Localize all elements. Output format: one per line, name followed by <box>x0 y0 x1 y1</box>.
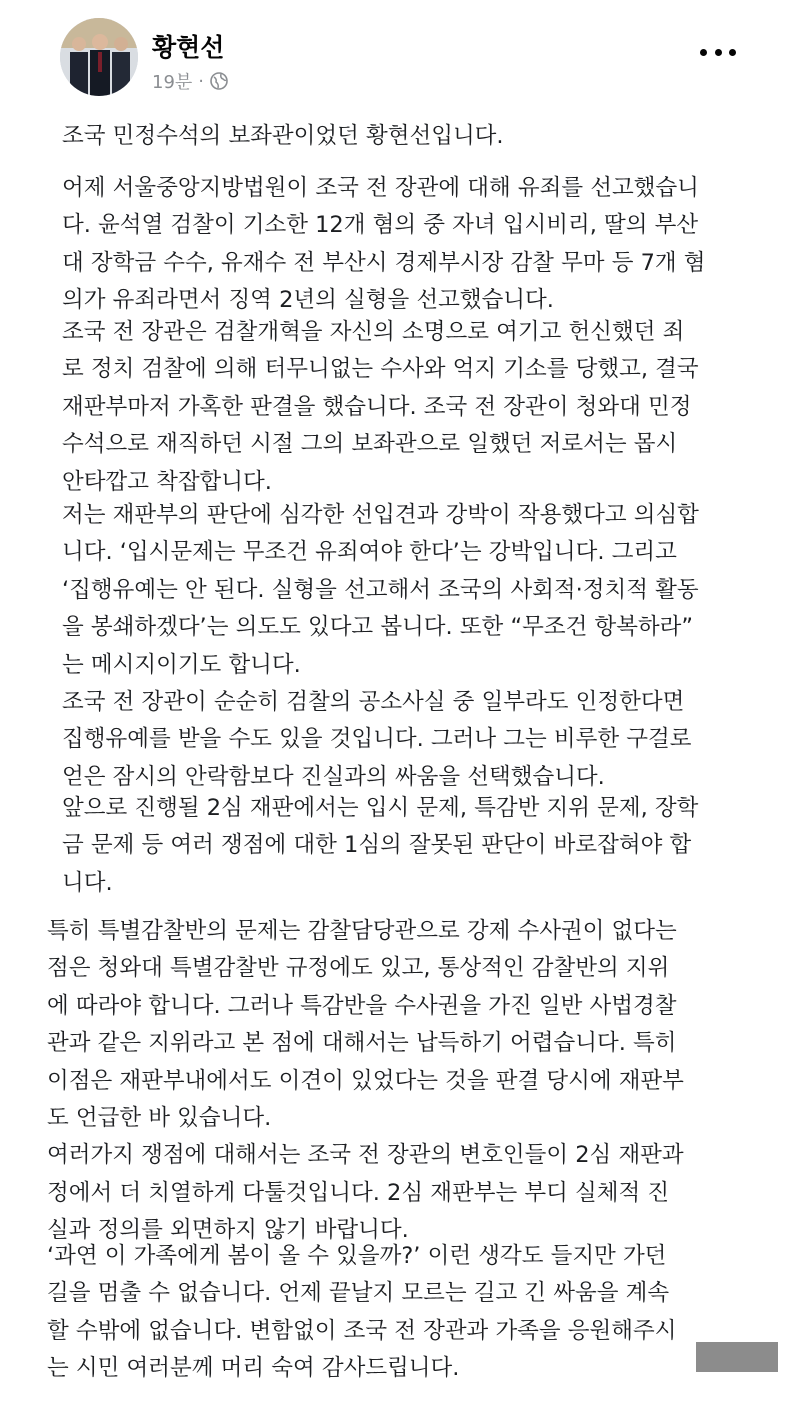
text-line: 할 수밖에 없습니다. 변함없이 조국 전 장관과 가족을 응원해주시 <box>47 1317 677 1344</box>
text-line: 조국 민정수석의 보좌관이었던 황현선입니다. <box>62 123 504 149</box>
text-line: 을 봉쇄하겠다’는 의도도 있다고 봅니다. 또한 “무조건 항복하라” <box>62 614 694 641</box>
text-line: 는 시민 여러분께 머리 숙여 감사드립니다. <box>47 1355 460 1382</box>
text-line: 수석으로 재직하던 시절 그의 보좌관으로 일했던 저로서는 몹시 <box>62 431 678 458</box>
paragraph <box>62 170 706 320</box>
redacted-block <box>696 1342 778 1372</box>
text-line: ‘집행유예는 안 된다. 실형을 선고해서 조국의 사회적·정치적 활동 <box>62 576 699 603</box>
text-line: 다. 윤석열 검찰이 기소한 12개 혐의 중 자녀 입시비리, 딸의 부산 <box>62 212 699 239</box>
more-dot <box>715 49 722 56</box>
text-line: 길을 멈출 수 없습니다. 언제 끝날지 모르는 길고 긴 싸움을 계속 <box>47 1280 670 1307</box>
text-line: 재판부마저 가혹한 판결을 했습니다. 조국 전 장관이 청와대 민정 <box>62 393 692 420</box>
text-line: 이점은 재판부내에서도 이견이 있었다는 것을 판결 당시에 재판부 <box>47 1067 684 1094</box>
text-line: 점은 청와대 특별감찰반 규정에도 있고, 통상적인 감찰반의 지위 <box>47 955 670 982</box>
paragraph <box>62 497 699 796</box>
more-dot <box>700 49 707 56</box>
text-line: 로 정치 검찰에 의해 터무니없는 수사와 억지 기소를 당했고, 결국 <box>62 356 699 383</box>
text-line: 도 언급한 바 있습니다. <box>47 1105 272 1132</box>
post-header <box>0 0 800 110</box>
author-avatar[interactable] <box>60 18 138 96</box>
paragraph <box>62 118 504 155</box>
text-line: ‘과연 이 가족에게 봄이 올 수 있을까?’ 이런 생각도 들지만 가던 <box>47 1243 667 1269</box>
text-line: 저는 재판부의 판단에 심각한 선입견과 강박이 작용했다고 의심합 <box>62 502 699 528</box>
paragraph <box>47 913 684 1250</box>
text-line: 특히 특별감찰반의 문제는 감찰담당관으로 강제 수사권이 없다는 <box>47 918 677 944</box>
globe-icon[interactable] <box>210 72 228 90</box>
post-time[interactable]: 19분 <box>152 72 193 93</box>
author-name[interactable]: 황현선 <box>152 33 225 62</box>
text-line: 의가 유죄라면서 징역 2년의 실형을 선고했습니다. <box>62 287 554 314</box>
paragraph <box>62 790 698 902</box>
text-line: 니다. ‘입시문제는 무조건 유죄여야 한다’는 강박입니다. 그리고 <box>62 539 677 566</box>
text-line: 에 따라야 합니다. 그러나 특감반을 수사권을 가진 일반 사법경찰 <box>47 992 677 1019</box>
text-line: 조국 전 장관이 순순히 검찰의 공소사실 중 일부라도 인정한다면 <box>62 689 685 716</box>
text-line: 안타깝고 착잡합니다. <box>62 468 272 495</box>
more-options-icon[interactable] <box>700 40 736 64</box>
meta-separator: · <box>198 70 205 92</box>
text-line: 금 문제 등 여러 쟁점에 대한 1심의 잘못된 판단이 바로잡혀야 합 <box>62 832 692 859</box>
more-dot <box>729 49 736 56</box>
text-line: 실과 정의를 외면하지 않기 바랍니다. <box>47 1217 409 1244</box>
text-line: 앞으로 진행될 2심 재판에서는 입시 문제, 특감반 지위 문제, 장학 <box>62 795 699 821</box>
text-line: 정에서 더 치열하게 다툴것입니다. 2심 재판부는 부디 실체적 진 <box>47 1179 670 1206</box>
text-line: 여러가지 쟁점에 대해서는 조국 전 장관의 변호인들이 2심 재판과 <box>47 1142 684 1169</box>
text-line: 는 메시지이기도 합니다. <box>62 651 301 678</box>
paragraph <box>62 314 699 501</box>
text-line: 집행유예를 받을 수도 있을 것입니다. 그러나 그는 비루한 구걸로 <box>62 726 692 753</box>
text-line: 얻은 잠시의 안락함보다 진실과의 싸움을 선택했습니다. <box>62 763 605 790</box>
text-line: 대 장학금 수수, 유재수 전 부산시 경제부시장 감찰 무마 등 7개 혐 <box>62 249 706 276</box>
text-line: 조국 전 장관은 검찰개혁을 자신의 소명으로 여기고 헌신했던 죄 <box>62 319 685 345</box>
text-line: 관과 같은 지위라고 본 점에 대해서는 납득하기 어렵습니다. 특히 <box>47 1030 677 1057</box>
text-line: 니다. <box>62 869 113 896</box>
post-meta <box>152 68 228 94</box>
text-line: 어제 서울중앙지방법원이 조국 전 장관에 대해 유죄를 선고했습니 <box>62 175 699 201</box>
paragraph <box>47 1238 676 1388</box>
